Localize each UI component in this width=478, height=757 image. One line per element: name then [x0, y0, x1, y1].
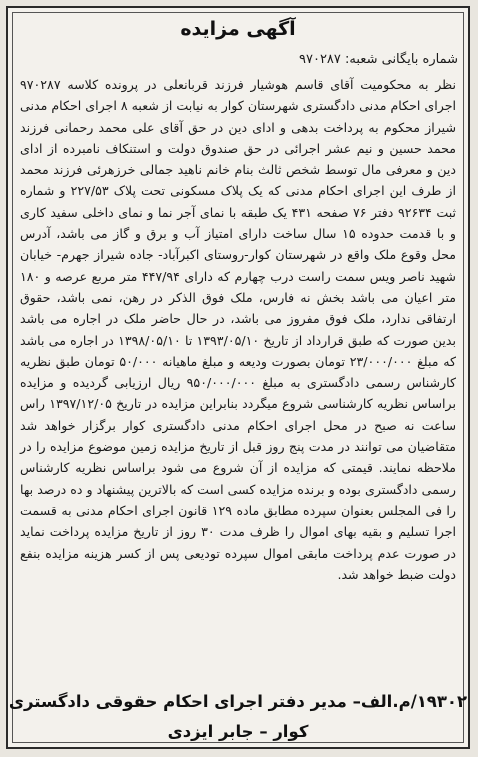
notice-frame — [6, 6, 470, 749]
notice-title: آگهی مزایده — [180, 18, 296, 40]
signature-name: کوار – جابر ایزدی — [167, 722, 309, 741]
archive-number: شماره بایگانی شعبه: ۹۷۰۲۸۷ — [299, 52, 458, 67]
signature-office: ۱۹۳۰۲/م.الف– مدیر دفتر اجرای احکام حقوقی دادگستری — [8, 692, 468, 711]
notice-body: نظر به محکومیت آقای قاسم هوشیار فرزند قربانعلی در پرونده کلاسه ۹۷۰۲۸۷ اجرای احکام مدنی دادگستری شهرستان کوار به نیابت از شعبه ۸ اجرای احکام مدنی شیراز محکوم به پرداخت بدهی و ادای دین در حق آقای علی محمد رحمانی فرزند محمد حسین و نیم عشر اجرائی در حق صندوق دولت و استنکاف نامبرده از ادای دین و معرفی مال توسط شخص ثالث بنام خانم ناهید جمالی خرزهرئی فرزند محمد از طرف این اجرای احکام مدنی که یک پلاک مسکونی تحت پلاک ۲۲۷/۵۳ و شماره ثبت ۹۲۶۳۴ دفتر ۷۶ صفحه ۴۳۱ یک طبقه با نمای آجر نما و نمای داخلی سفید کاری و با قدمت حدوده ۱۵ سال ساخت دارای امتیاز آب و برق و گاز می باشد، آدرس محل وقوع ملک واقع در شهرستان کوار-روستای اکبرآباد- جاده شیراز جهرم- خیابان شهید ناصر ویس سمت راست درب چهارم که دارای ۴۴۷/۹۴ متر مربع عرصه و ۱۸۰ متر اعیان می باشد بخش نه فارس، ملک فوق الذکر در رهن، نمی باشد، حقوق ارتفاقی ندارد، ملک فوق مفروز می باشد، در حال حاضر ملک در اجاره می باشد بدین صورت که طبق قرارداد از تاریخ ۱۳۹۳/۰۵/۱۰ تا ۱۳۹۸/۰۵/۱۰ در اجاره می باشد که مبلغ ۲۳/۰۰۰/۰۰۰ تومان بصورت ودیعه و مبلغ ماهیانه ۵۰/۰۰۰ تومان طبق نظریه کارشناس رسمی دادگستری به مبلغ ۹۵۰/۰۰۰/۰۰۰ ریال ارزیابی گردیده و مزایده براساس نظریه کارشناسی شروع میگردد بنابراین مزایده در تاریخ ۱۳۹۷/۱۲/۰۵ راس ساعت نه صبح در محل اجرای احکام مدنی دادگستری کوار برگزار خواهد شد متقاضیان می توانند در مدت پنج روز قبل از تاریخ مزایده زمین موضوع مزایده را در ملاحظه نمایند. قیمتی که مزایده از آن شروع می شود براساس نظریه کارشناس رسمی دادگستری بوده و برنده مزایده کسی است که بالاترین پیشنهاد و ده درصد بها را فی المجلس بعنوان سپرده مطابق ماده ۱۲۹ قانون اجرای احکام مدنی به قسمت اجرا تسلیم و بقیه بهای اموال را ظرف مدت ۳۰ روز از تاریخ مزایده پرداخت نماید در صورت عدم پرداخت مابقی اموال سپرده تودیعی پس از کسر هزینه مزایده بنفع دولت ضبط خواهد شد. — [20, 77, 456, 582]
